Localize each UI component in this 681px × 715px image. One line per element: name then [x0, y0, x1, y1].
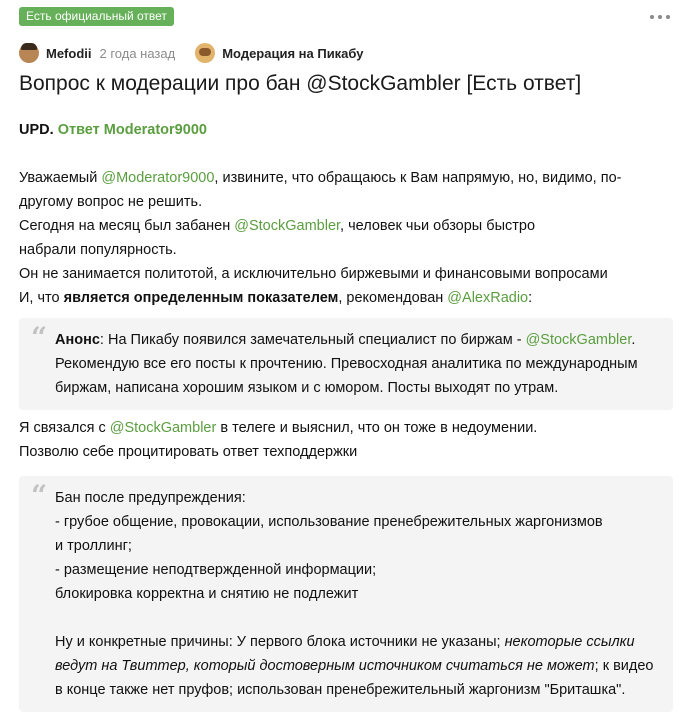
author-name[interactable]: Mefodii	[46, 45, 92, 61]
blockquote-support-answer	[19, 476, 673, 712]
mention-stockgambler[interactable]: @StockGambler	[109, 420, 217, 436]
text: Ну и конкретные причины: У первого блока источники не указаны;	[55, 634, 505, 650]
bold-text: является определенным показателем	[63, 290, 339, 306]
text: . Рекомендую все его посты к прочтению. Превосходная аналитика по международным биржам, написана хорошим языком и с юмором. Посты выходят по утрам.	[55, 332, 638, 396]
text: набрали популярность.	[19, 242, 177, 258]
more-options-icon[interactable]	[650, 8, 670, 26]
text: Позволю себе процитировать ответ техподдержки	[19, 444, 358, 460]
text: Сегодня на месяц был забанен	[19, 218, 235, 234]
text: : На Пикабу появился замечательный специалист по биржам -	[99, 332, 526, 348]
quote-label: Анонс	[55, 332, 100, 348]
community-avatar[interactable]	[195, 43, 215, 63]
text: И, что	[19, 290, 64, 306]
text: Я связался с	[19, 420, 110, 436]
text: ; к видео в конце также нет пруфов; использован пренебрежительный жаргонизм "Бриташка".	[55, 658, 654, 698]
mention-moderator9000[interactable]: @Moderator9000	[101, 170, 215, 186]
community-name[interactable]: Модерация на Пикабу	[222, 45, 364, 61]
upd-prefix: UPD.	[19, 122, 54, 138]
mention-alexradio[interactable]: @AlexRadio	[447, 290, 529, 306]
moderator-answer-link[interactable]: Ответ Moderator9000	[57, 122, 207, 138]
quote-icon: “	[31, 479, 48, 512]
text: , извините, что обращаюсь к Вам напрямую, но, видимо, по-другому вопрос не решить.	[19, 170, 622, 210]
quote-icon: “	[31, 321, 48, 354]
author-avatar[interactable]	[19, 43, 39, 63]
mention-stockgambler[interactable]: @StockGambler	[234, 218, 341, 234]
text: Он не занимается политотой, а исключительно биржевыми и финансовыми вопросами	[19, 266, 608, 282]
post-time: 2 года назад	[99, 45, 176, 61]
text: , человек чьи обзоры быстро	[340, 218, 536, 234]
text: Бан после предупреждения:	[55, 490, 246, 506]
italic-text: некоторые ссылки ведут на Твиттер, который достоверным источником считаться не может	[55, 634, 635, 674]
mention-stockgambler[interactable]: @StockGambler	[525, 332, 632, 348]
upd-line	[19, 118, 673, 142]
post-title[interactable]: Вопрос к модерации про бан @StockGambler [Есть ответ]	[19, 72, 582, 95]
official-answer-badge: Есть официальный ответ	[19, 7, 174, 26]
text: , рекомендован	[338, 290, 448, 306]
post-content	[19, 118, 673, 712]
text: Уважаемый	[19, 170, 102, 186]
post-meta	[19, 42, 364, 64]
text: - размещение неподтвержденной информации;	[55, 562, 377, 578]
text: - грубое общение, провокации, использование пренебрежительных жаргонизмов	[55, 514, 603, 530]
text: в телеге и выяснил, что он тоже в недоумении.	[216, 420, 538, 436]
paragraph-2	[19, 416, 673, 464]
paragraph-1	[19, 166, 673, 310]
text: :	[528, 290, 533, 306]
text: и троллинг;	[55, 538, 132, 554]
blockquote-announcement	[19, 318, 673, 410]
text: блокировка корректна и снятию не подлежит	[55, 586, 359, 602]
